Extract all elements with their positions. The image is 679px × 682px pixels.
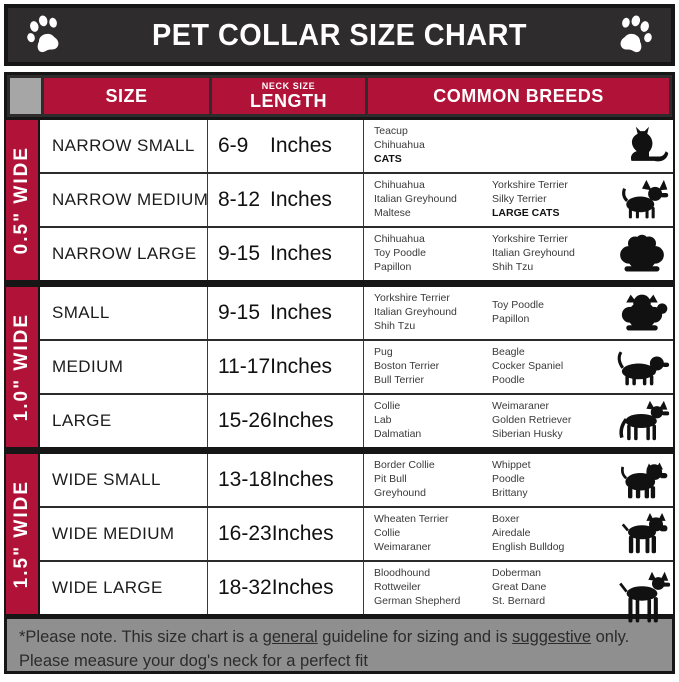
neck-range: 18-32 (218, 576, 272, 599)
width-sidebar-label (6, 120, 40, 280)
breeds-column-2 (492, 565, 610, 611)
table-row (40, 506, 673, 560)
breed-name: Yorkshire Terrier (492, 233, 568, 246)
animal-icon-cell (611, 341, 673, 393)
breeds-column-2 (492, 457, 610, 503)
breeds-column-1 (374, 344, 492, 390)
breeds-column-2 (492, 344, 610, 390)
common-breeds-cell (364, 174, 611, 226)
breed-name: Beagle (492, 346, 525, 359)
breed-name: Shih Tzu (374, 319, 416, 332)
neck-size-value (208, 341, 364, 393)
neck-size-value (208, 228, 364, 280)
breed-name: Pit Bull (374, 473, 407, 486)
breed-name: Airedale (492, 527, 531, 540)
common-breeds-cell (364, 454, 611, 506)
neck-range: 6-9 (218, 134, 249, 157)
breed-name: Papillon (492, 313, 530, 325)
neck-unit: Inches (270, 188, 332, 211)
breed-name: Italian Greyhound (374, 193, 457, 206)
breed-name: LARGE CATS (492, 206, 560, 219)
neck-range: 11-17 (218, 355, 271, 378)
neck-unit: Inches (270, 355, 333, 378)
neck-size-value (208, 454, 364, 506)
size-label: NARROW SMALL (40, 120, 208, 172)
breeds-column-2 (492, 231, 610, 277)
breeds-column-1 (374, 398, 492, 444)
footer-line-1: *Please note. This size chart is a general guideline for sizing and is suggestive only. (19, 628, 630, 646)
column-header-neck-size (212, 78, 365, 114)
breed-name: Chihuahua (374, 233, 425, 246)
sidebar-label-text: 0.5" WIDE (11, 145, 32, 255)
breed-name: Boxer (492, 513, 520, 526)
breed-name: Lab (374, 414, 392, 427)
width-sidebar-label (6, 454, 40, 614)
neck-size-value (208, 287, 364, 339)
paw-icon (609, 11, 659, 60)
common-breeds-cell (364, 341, 611, 393)
table-body (4, 120, 675, 616)
size-label: SMALL (40, 287, 208, 339)
size-label: MEDIUM (40, 341, 208, 393)
breed-name: Teacup (374, 125, 408, 138)
sidebar-label-text: 1.5" WIDE (11, 479, 32, 589)
neck-unit: Inches (270, 242, 332, 265)
chihuahua-icon (614, 178, 670, 222)
size-label: NARROW LARGE (40, 228, 208, 280)
neck-unit: Inches (270, 134, 332, 157)
paw-icon (20, 11, 70, 60)
neck-range: 13-18 (218, 468, 272, 491)
breed-name: Brittany (492, 486, 528, 499)
breed-name: Maltese (374, 206, 411, 219)
breed-name: Yorkshire Terrier (492, 179, 568, 192)
breeds-column-2 (492, 511, 610, 557)
size-label: NARROW MEDIUM (40, 174, 208, 226)
breed-name: Golden Retriever (492, 414, 572, 427)
neck-range: 15-26 (218, 409, 272, 432)
common-breeds-cell (364, 120, 611, 172)
table-row (40, 339, 673, 393)
breed-name: Italian Greyhound (374, 306, 457, 319)
breed-name: Border Collie (374, 459, 435, 472)
breed-name: Italian Greyhound (492, 247, 575, 260)
animal-icon-cell (611, 395, 673, 447)
breed-name: Toy Poodle (374, 247, 426, 260)
breed-name: CATS (374, 152, 402, 165)
neck-size-value (208, 562, 364, 614)
common-breeds-cell (364, 287, 611, 339)
page-title: PET COLLAR SIZE CHART (152, 17, 527, 52)
beagle-icon (614, 345, 670, 389)
doberman-icon (613, 566, 671, 630)
neck-range: 9-15 (218, 301, 261, 324)
breed-name: Great Dane (492, 581, 547, 594)
table-row (40, 120, 673, 172)
title-bar (4, 4, 675, 66)
length-caption: LENGTH (250, 91, 327, 111)
breed-name: Bull Terrier (374, 373, 424, 386)
shepherd-icon (614, 399, 670, 443)
table-row (40, 287, 673, 339)
breed-name: Chihuahua (374, 179, 425, 192)
breeds-column-1 (374, 290, 492, 336)
pitbull-icon (614, 458, 670, 502)
breed-name: Collie (374, 527, 401, 540)
neck-size-value (208, 120, 364, 172)
size-label: LARGE (40, 395, 208, 447)
breeds-column-1 (374, 231, 492, 277)
column-header-common-breeds: COMMON BREEDS (368, 78, 669, 114)
table-row (40, 393, 673, 447)
table-row (40, 172, 673, 226)
neck-unit: Inches (271, 576, 334, 599)
shihtzu-icon (614, 232, 670, 276)
size-label: WIDE MEDIUM (40, 508, 208, 560)
breed-name: Chihuahua (374, 139, 425, 152)
size-section (6, 280, 673, 447)
breed-name: English Bulldog (492, 540, 565, 553)
common-breeds-cell (364, 395, 611, 447)
animal-icon-cell (611, 454, 673, 506)
breeds-column-1 (374, 511, 492, 557)
animal-icon-cell (611, 174, 673, 226)
animal-icon-cell (611, 562, 673, 614)
breeds-column-2 (492, 123, 610, 169)
animal-icon-cell (611, 228, 673, 280)
footer-line-2: Please measure your dog's neck for a perfect fit (19, 651, 368, 670)
footer-note (4, 616, 675, 674)
breeds-column-2 (492, 290, 610, 336)
breed-name: Pug (374, 346, 393, 359)
size-label: WIDE SMALL (40, 454, 208, 506)
neck-size-value (208, 508, 364, 560)
breed-name: Poodle (492, 473, 525, 486)
neck-size-value (208, 395, 364, 447)
neck-unit: Inches (271, 468, 334, 491)
common-breeds-cell (364, 508, 611, 560)
breed-name: Doberman (492, 567, 542, 580)
column-header-size: SIZE (44, 78, 209, 114)
breed-name: Silky Terrier (492, 193, 547, 206)
neck-size-value (208, 174, 364, 226)
breeds-column-1 (374, 177, 492, 223)
breed-name: St. Bernard (492, 594, 546, 607)
breeds-column-1 (374, 123, 492, 169)
breed-name: Weimaraner (492, 400, 549, 413)
animal-icon-cell (611, 287, 673, 339)
breeds-column-2 (492, 398, 610, 444)
neck-unit: Inches (271, 409, 334, 432)
breeds-column-2 (492, 177, 610, 223)
boxer-icon (614, 512, 670, 556)
common-breeds-cell (364, 562, 611, 614)
table-header-row (4, 72, 675, 120)
breed-name: Poodle (492, 373, 525, 386)
header-corner-square (10, 78, 41, 114)
size-section (6, 120, 673, 280)
breed-name: Shih Tzu (492, 260, 534, 273)
breed-name: Cocker Spaniel (492, 360, 564, 373)
breed-name: Weimaraner (374, 540, 431, 553)
breed-name: Collie (374, 400, 401, 413)
breeds-column-1 (374, 457, 492, 503)
breed-name: Bloodhound (374, 567, 431, 580)
neck-unit: Inches (270, 301, 332, 324)
size-chart-page (4, 4, 675, 674)
neck-size-caption: NECK SIZE (261, 81, 316, 91)
table-row (40, 560, 673, 614)
neck-range: 16-23 (218, 522, 272, 545)
cat-icon (614, 124, 670, 168)
breed-name: Yorkshire Terrier (374, 292, 450, 305)
breed-name: Dalmatian (374, 427, 422, 440)
table-row (40, 226, 673, 280)
animal-icon-cell (611, 508, 673, 560)
breed-name: Rottweiler (374, 581, 421, 594)
size-label: WIDE LARGE (40, 562, 208, 614)
neck-range: 9-15 (218, 242, 261, 265)
pomeranian-icon (614, 291, 670, 335)
breed-name: Siberian Husky (492, 427, 563, 440)
table-row (40, 454, 673, 506)
common-breeds-cell (364, 228, 611, 280)
neck-range: 8-12 (218, 188, 261, 211)
size-section (6, 447, 673, 614)
breed-name: Toy Poodle (492, 299, 544, 312)
breed-name: Boston Terrier (374, 360, 440, 373)
animal-icon-cell (611, 120, 673, 172)
breed-name: Wheaten Terrier (374, 513, 449, 526)
breed-name: Greyhound (374, 486, 426, 499)
neck-unit: Inches (271, 522, 334, 545)
breed-name: German Shepherd (374, 594, 461, 607)
breed-name: Whippet (492, 459, 531, 472)
width-sidebar-label (6, 287, 40, 447)
sidebar-label-text: 1.0" WIDE (11, 312, 32, 422)
breeds-column-1 (374, 565, 492, 611)
breed-name: Papillon (374, 260, 412, 273)
